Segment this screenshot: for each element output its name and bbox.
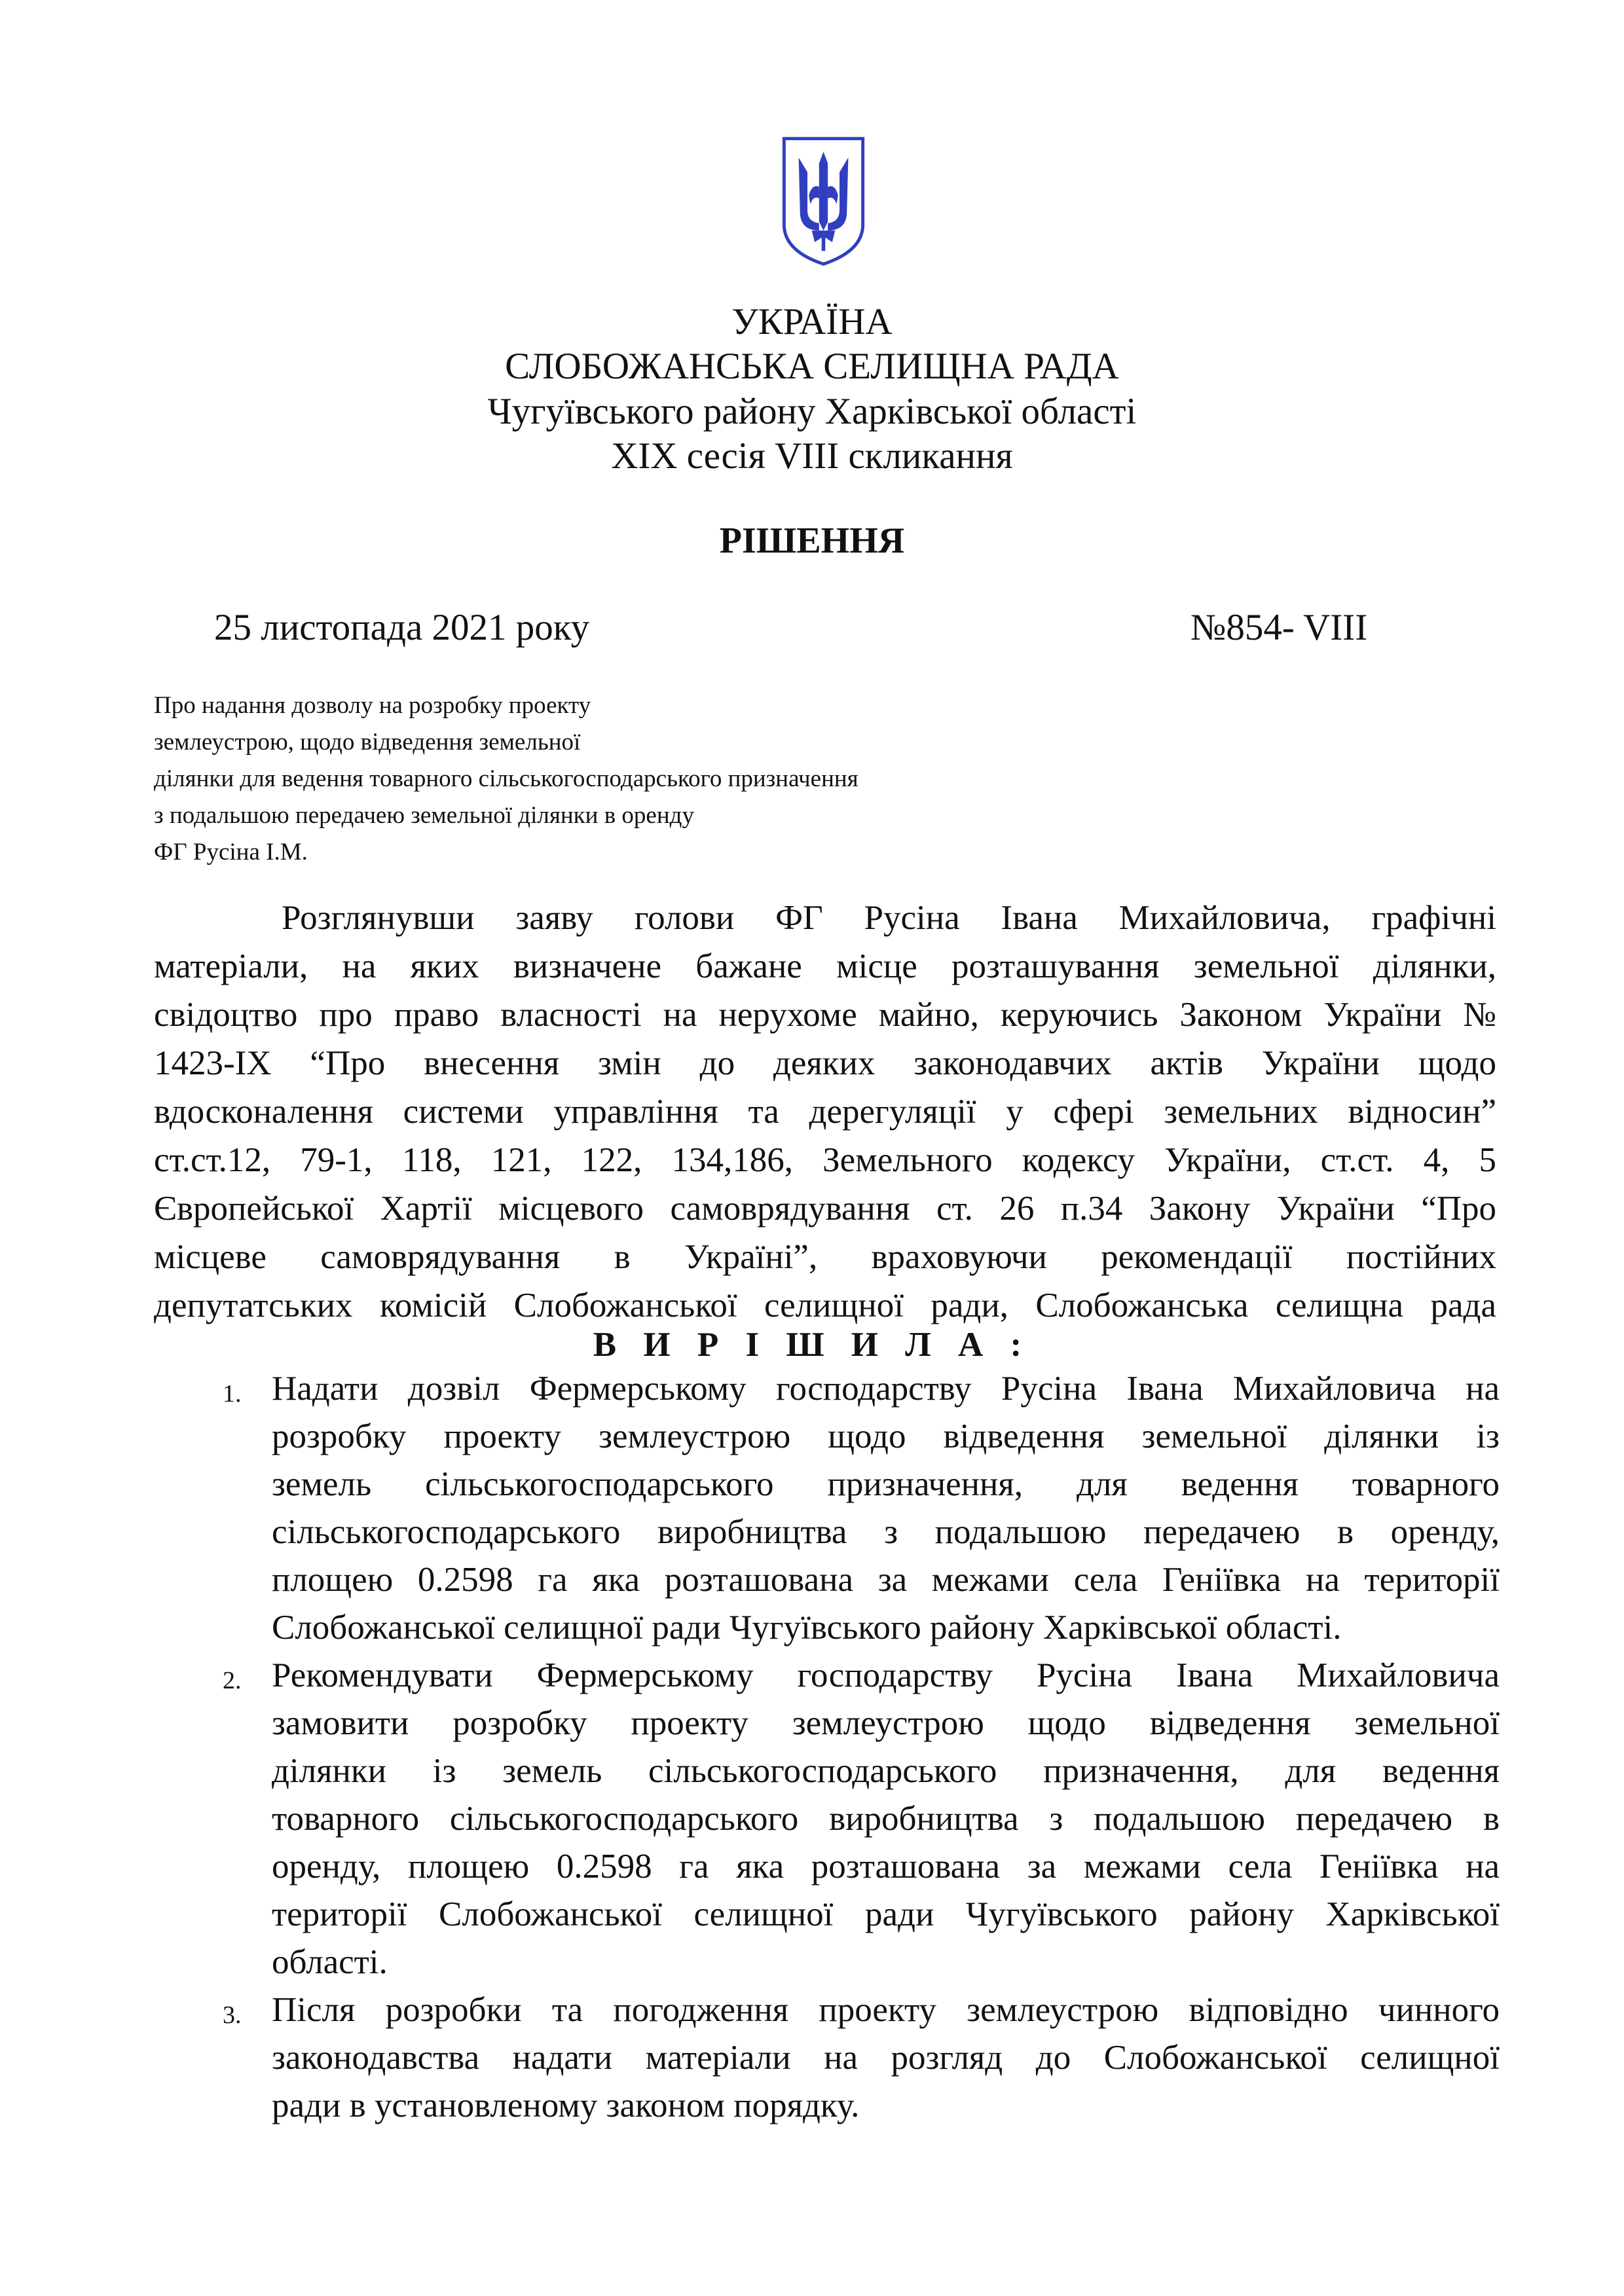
item-line: Після розробки та погодження проекту землеустрою відповідно чинного (272, 1991, 1500, 2029)
preamble-line: вдосконалення системи управління та дерегуляції у сфері земельних відносин” (154, 1093, 1496, 1131)
item-line: Слобожанської селищної ради Чугуївського району Харківської області. (272, 1609, 1342, 1647)
decision-item (196, 1365, 1500, 1652)
preamble-line: ст.ст.12, 79-1, 118, 121, 122, 134,186, Земельного кодексу України, ст.ст. 4, 5 (154, 1141, 1496, 1179)
item-line: території Слобожанської селищної ради Чугуївського району Харківської (272, 1895, 1500, 1933)
item-line: ради в установленому законом порядку. (272, 2086, 860, 2124)
item-line: оренду, площею 0.2598 га яка розташована за межами села Геніївка на (272, 1848, 1500, 1886)
item-line: розробку проекту землеустрою щодо відведення земельної ділянки із (272, 1417, 1500, 1455)
subject-line: з подальшою передачею земельної ділянки в оренду (154, 802, 694, 829)
preamble-line: матеріали, на яких визначене бажане місце розташування земельної ділянки, (154, 947, 1496, 985)
preamble-line: Європейської Хартії місцевого самоврядування ст. 26 п.34 Закону України “Про (154, 1190, 1496, 1228)
item-number: 1. (223, 1380, 242, 1408)
item-line: області. (272, 1943, 388, 1981)
item-line: площею 0.2598 га яка розташована за межами села Геніївка на території (272, 1561, 1500, 1599)
decision-item (196, 1986, 1500, 2130)
decided-heading: В И Р І Ш И Л А : (593, 1326, 1031, 1364)
preamble-line: місцеве самоврядування в Україні”, враховуючи рекомендації постійних (154, 1238, 1496, 1276)
decision-item (196, 1652, 1500, 1986)
item-line: замовити розробку проекту землеустрою щодо відведення земельної (272, 1704, 1500, 1742)
item-line: Рекомендувати Фермерському господарству Русіна Івана Михайловича (272, 1656, 1500, 1694)
decision-subject (154, 687, 1136, 871)
item-line: законодавства надати матеріали на розгляд до Слобожанської селищної (272, 2039, 1500, 2077)
item-line: земель сільськогосподарського призначення, для ведення товарного (272, 1465, 1500, 1503)
item-line: сільськогосподарського виробництва з подальшою передачею в оренду, (272, 1513, 1500, 1551)
preamble-line: депутатських комісій Слобожанської селищної ради, Слобожанська селищна рада (154, 1286, 1496, 1324)
item-line: ділянки із земель сільськогосподарського призначення, для ведення (272, 1752, 1500, 1790)
preamble-paragraph (154, 894, 1496, 1330)
preamble-line: свідоцтво про право власності на нерухоме майно, керуючись Законом України № (154, 996, 1496, 1034)
decision-number: №854- VIII (1190, 607, 1368, 648)
item-number: 3. (223, 2001, 242, 2029)
decision-date: 25 листопада 2021 року (214, 607, 590, 648)
subject-line: ділянки для ведення товарного сільськогосподарського призначення (154, 765, 858, 792)
header-session: XIX сесія VIII скликання (611, 435, 1013, 477)
document-title: РІШЕННЯ (719, 520, 905, 561)
item-number: 2. (223, 1667, 242, 1694)
preamble-line: 1423-IX “Про внесення змін до деяких законодавчих актів України щодо (154, 1044, 1496, 1082)
decision-items (196, 1365, 1500, 2130)
item-line: Надати дозвіл Фермерському господарству Русіна Івана Михайловича на (272, 1370, 1500, 1408)
subject-line: Про надання дозволу на розробку проекту (154, 692, 591, 719)
header-country: УКРАЇНА (731, 301, 893, 342)
ukraine-trident-emblem-icon (779, 134, 868, 268)
subject-line: ФГ Русіна І.М. (154, 839, 308, 866)
header-district: Чугуївського району Харківської області (487, 391, 1137, 432)
subject-line: землеустрою, щодо відведення земельної (154, 729, 581, 756)
header-council: СЛОБОЖАНСЬКА СЕЛИЩНА РАДА (505, 346, 1119, 387)
preamble-line: Розглянувши заяву голови ФГ Русіна Івана Михайловича, графічні (282, 899, 1496, 937)
item-line: товарного сільськогосподарського виробництва з подальшою передачею в (272, 1800, 1500, 1838)
